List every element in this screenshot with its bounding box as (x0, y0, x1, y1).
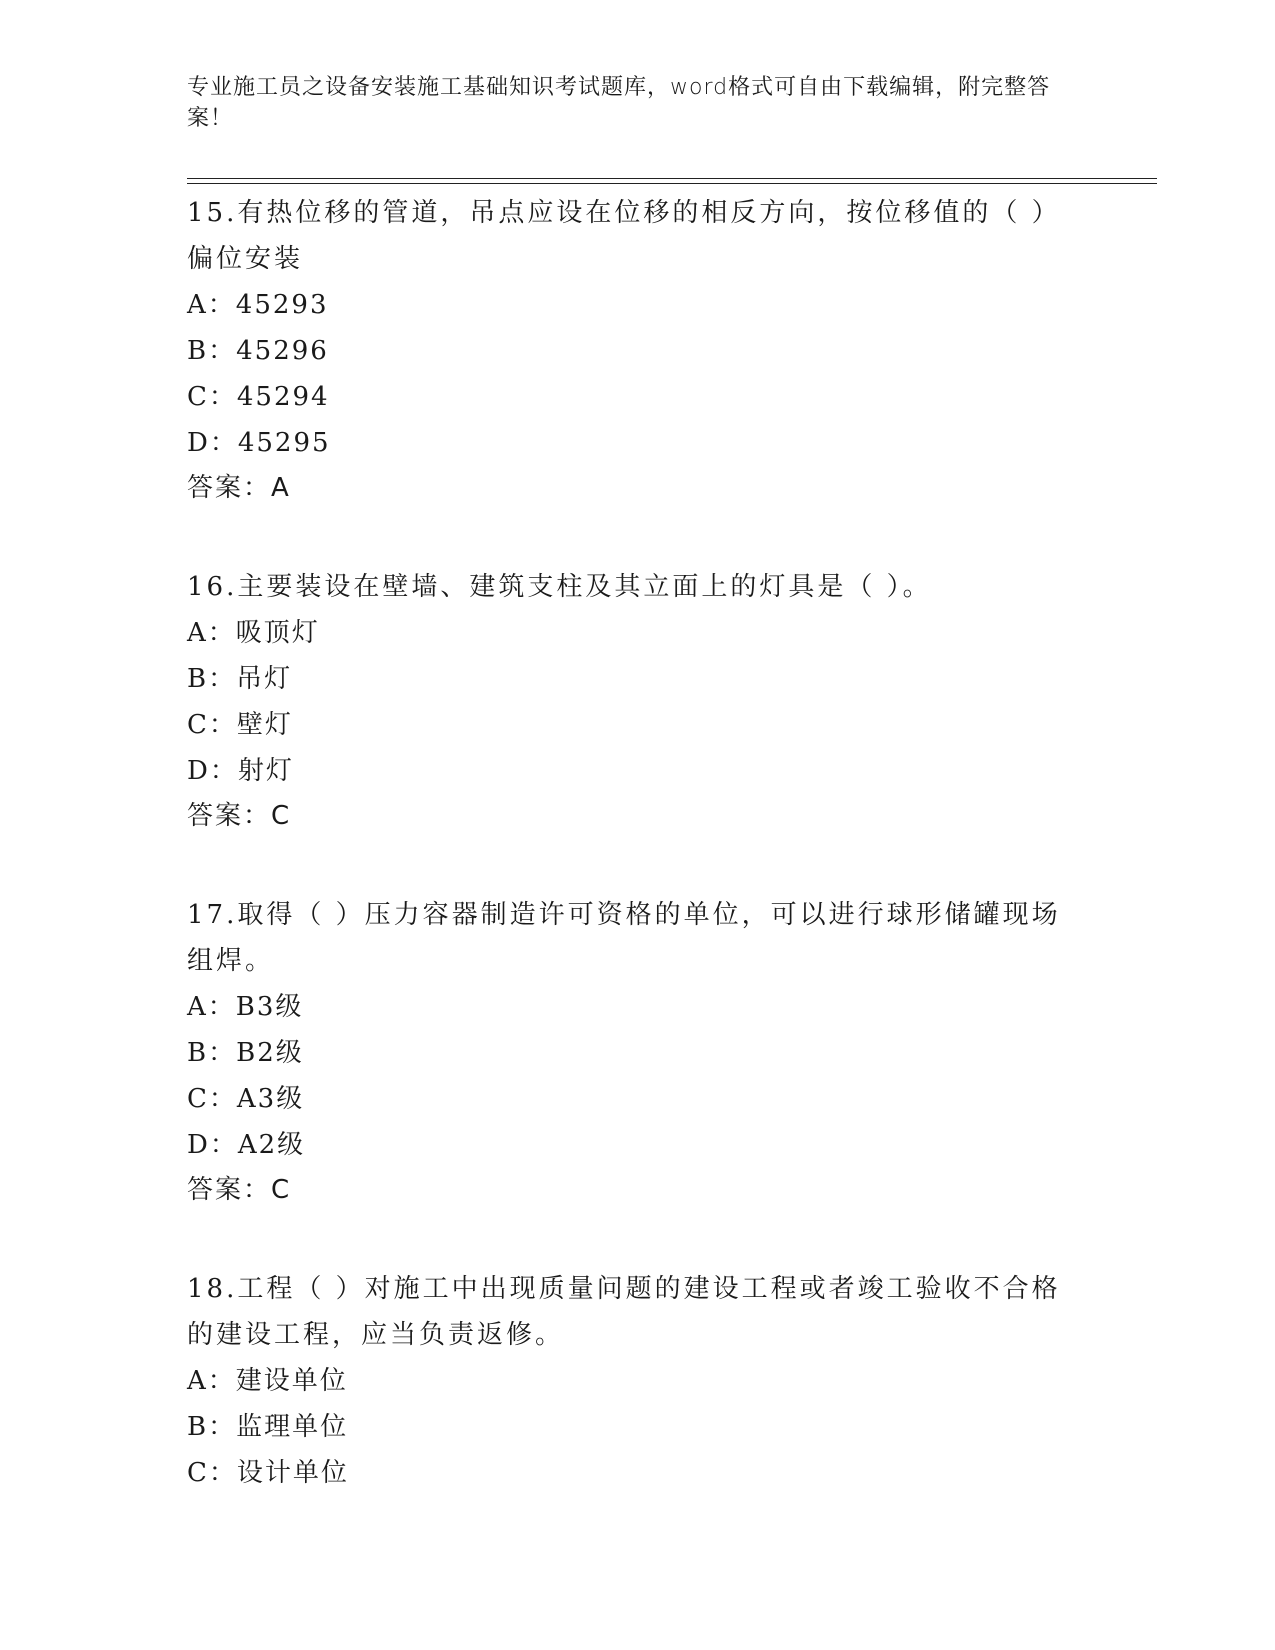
option-a: A：吸顶灯 (187, 618, 320, 648)
answer: 答案：A (187, 473, 291, 503)
question-15 (187, 190, 1067, 510)
option-a: A：建设单位 (187, 1366, 348, 1396)
header-divider-bottom (187, 183, 1157, 184)
header-divider-top (187, 178, 1157, 179)
question-spacer (187, 1212, 1067, 1266)
question-text: 18.工程（ ）对施工中出现质量问题的建设工程或者竣工验收不合格的建设工程，应当负责返修。 (187, 1274, 1061, 1350)
option-c: C：设计单位 (187, 1458, 349, 1488)
option-d: D：A2级 (187, 1130, 306, 1160)
question-text: 17.取得（ ）压力容器制造许可资格的单位，可以进行球形储罐现场组焊。 (187, 900, 1061, 976)
question-17 (187, 892, 1067, 1212)
question-18 (187, 1266, 1067, 1496)
option-b: B：吊灯 (187, 664, 293, 694)
option-b: B：45296 (187, 336, 329, 366)
answer: 答案：C (187, 801, 292, 831)
question-text: 15.有热位移的管道，吊点应设在位移的相反方向，按位移值的（ ）偏位安装 (187, 198, 1061, 274)
option-c: C：A3级 (187, 1084, 305, 1114)
option-c: C：壁灯 (187, 710, 293, 740)
question-spacer (187, 510, 1067, 564)
option-d: D：射灯 (187, 756, 294, 786)
option-a: A：45293 (187, 290, 329, 320)
document-header: 专业施工员之设备安装施工基础知识考试题库，word格式可自由下载编辑，附完整答案！ (187, 75, 1051, 131)
question-list (187, 190, 1067, 1496)
question-16 (187, 564, 1067, 838)
answer: 答案：C (187, 1175, 292, 1205)
option-a: A：B3级 (187, 992, 304, 1022)
option-b: B：B2级 (187, 1038, 304, 1068)
option-c: C：45294 (187, 382, 330, 412)
question-text: 16.主要装设在壁墙、建筑支柱及其立面上的灯具是（ ）。 (187, 572, 932, 602)
option-d: D：45295 (187, 428, 331, 458)
question-spacer (187, 838, 1067, 892)
option-b: B：监理单位 (187, 1412, 349, 1442)
